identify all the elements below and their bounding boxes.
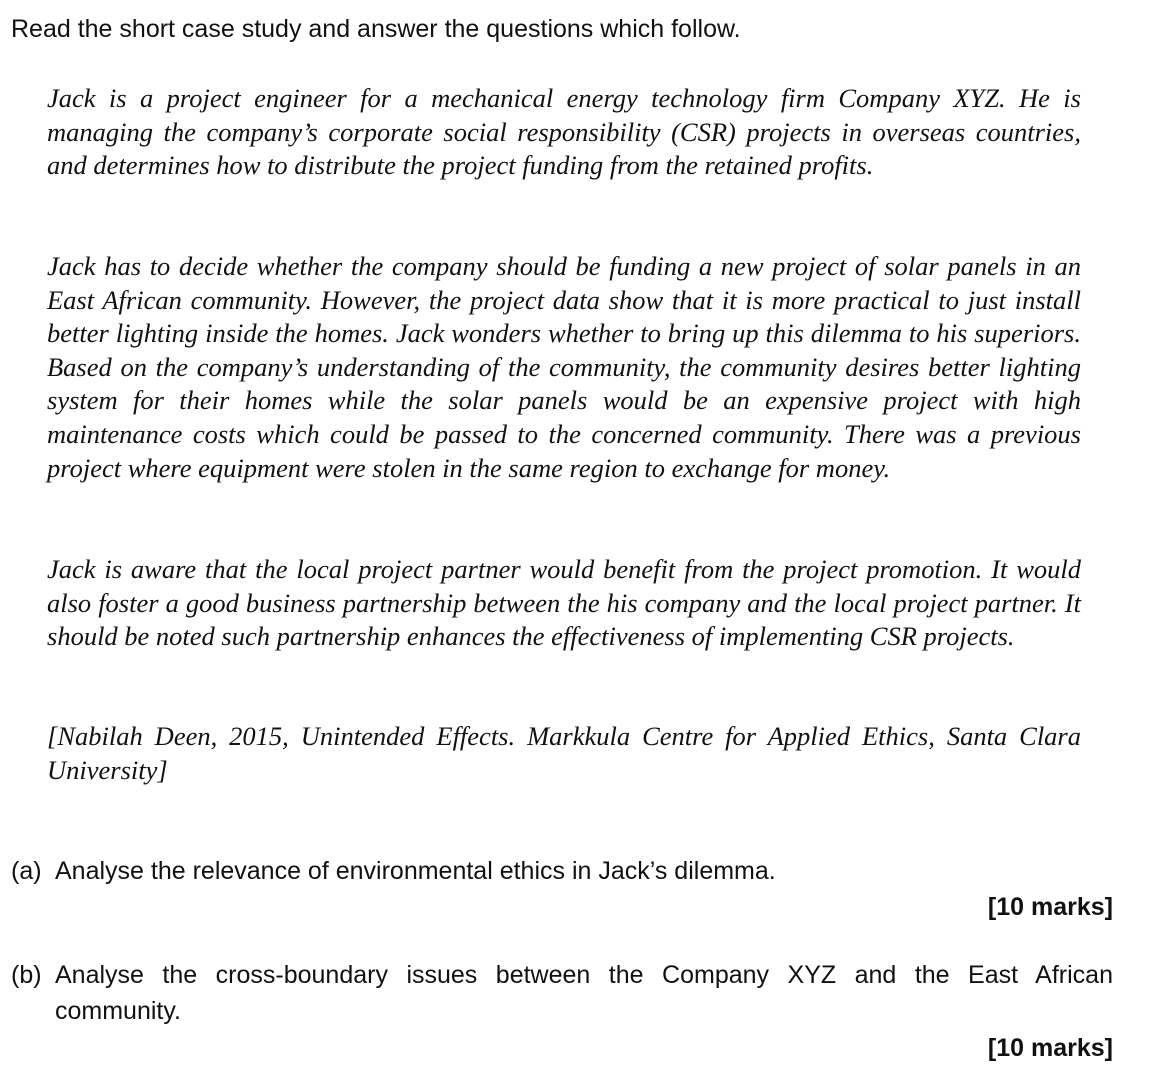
question-b <box>11 957 1113 1029</box>
question-b-letter: (b) <box>11 961 42 989</box>
citation: [Nabilah Deen, 2015, Unintended Effects. Markkula Centre for Applied Ethics, Santa Clara University] <box>47 721 1081 785</box>
instruction-text: Read the short case study and answer the questions which follow. <box>11 15 741 43</box>
question-a-marks: [10 marks] <box>987 893 1113 921</box>
question-a-text: Analyse the relevance of environmental ethics in Jack’s dilemma. <box>55 857 776 885</box>
case-study-paragraph-3: Jack is aware that the local project partner would benefit from the project promotion. It would also foster a good business partnership between the his company and the local project partner. It should be noted such partnership enhances the effectiveness of implementing CSR projects. <box>47 554 1081 652</box>
question-a-letter: (a) <box>11 857 42 885</box>
question-a <box>11 853 1113 889</box>
question-b-text: Analyse the cross-boundary issues between the Company XYZ and the East African community. <box>55 961 1113 1025</box>
case-study-paragraph-2: Jack has to decide whether the company should be funding a new project of solar panels in an East African community. However, the project data show that it is more practical to just install better lighting inside the homes. Jack wonders whether to bring up this dilemma to his superiors. Based on the company’s understanding of the community, the community desires better lighting system for their homes while the solar panels would be an expensive project with high maintenance costs which could be passed to the concerned community. There was a previous project where equipment were stolen in the same region to exchange for money. <box>47 251 1081 483</box>
case-study-paragraph-1: Jack is a project engineer for a mechanical energy technology firm Company XYZ. He is managing the company’s corporate social responsibility (CSR) projects in overseas countries, and determines how to distribute the project funding from the retained profits. <box>47 83 1081 181</box>
question-b-marks: [10 marks] <box>987 1034 1113 1062</box>
